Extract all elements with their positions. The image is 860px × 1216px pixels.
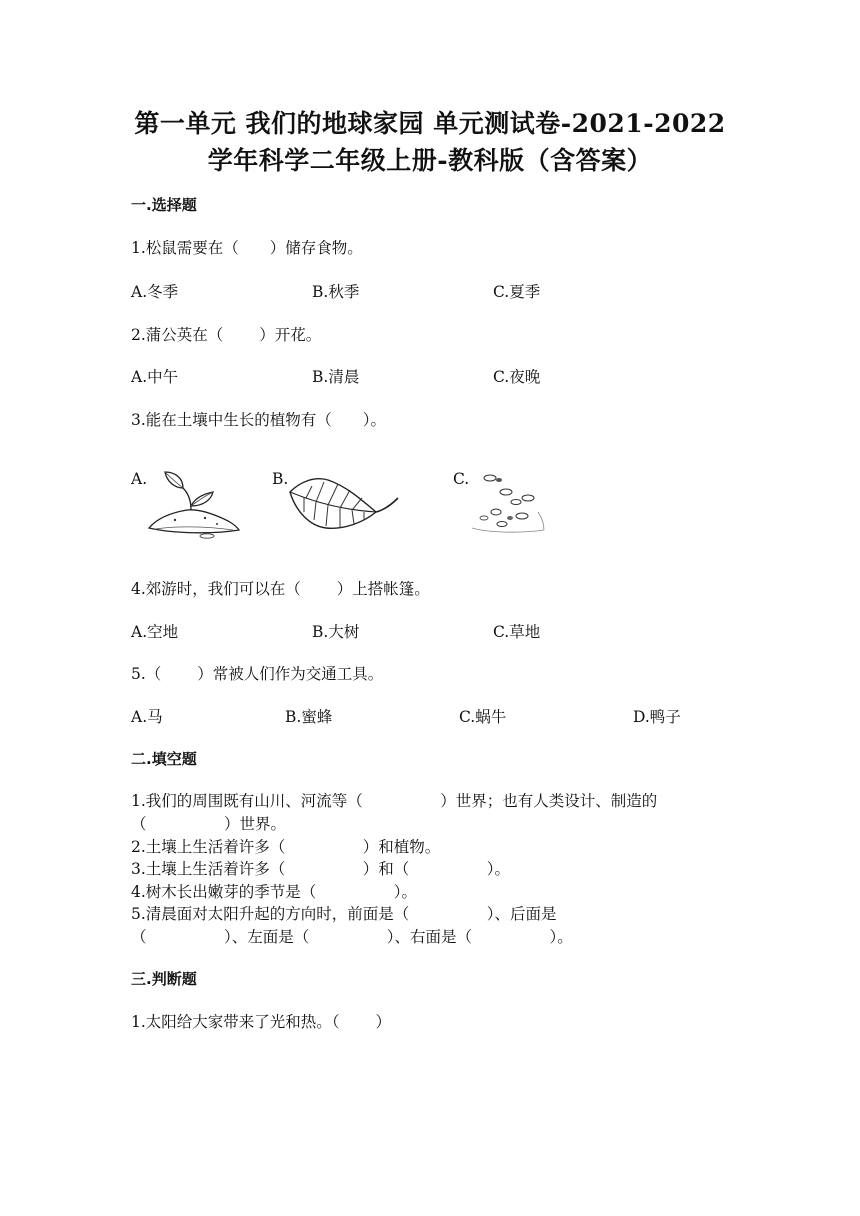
q2-option-a: A.中午: [131, 368, 179, 386]
fill-question-3: 3.土壤上生活着许多（ ）和（ ）。: [131, 860, 511, 878]
fill-question-4: 4.树木长出嫩芽的季节是（ ）。: [131, 883, 418, 901]
fill-question-5: 5.清晨面对太阳升起的方向时，前面是（ ）、后面是: [131, 905, 557, 923]
q3-option-c: C.: [453, 470, 470, 488]
fill-question-1-cont: （ ）世界。: [131, 815, 287, 833]
section-heading-fill: 二.填空题: [131, 750, 197, 768]
question-5: 5.（ ）常被人们作为交通工具。: [131, 665, 384, 683]
question-1: 1.松鼠需要在（ ）储存食物。: [131, 239, 363, 257]
q4-option-b: B.大树: [312, 623, 360, 641]
fill-question-2: 2.土壤上生活着许多（ ）和植物。: [131, 838, 441, 856]
fill-question-5-cont: （ ）、左面是（ ）、右面是（ ）。: [131, 928, 573, 946]
seedling-in-soil-icon: [145, 466, 245, 542]
section-heading-choice: 一.选择题: [131, 196, 197, 214]
q2-option-c: C.夜晚: [493, 368, 541, 386]
q1-option-b: B.秋季: [312, 283, 360, 301]
q5-option-c: C.蜗牛: [459, 708, 507, 726]
q3-option-b: B.: [272, 470, 289, 488]
q3-option-a: A.: [131, 470, 148, 488]
question-2: 2.蒲公英在（ ）开花。: [131, 326, 322, 344]
q1-option-a: A.冬季: [131, 283, 179, 301]
q2-option-b: B.清晨: [312, 368, 360, 386]
fill-question-1: 1.我们的周围既有山川、河流等（ ）世界；也有人类设计、制造的: [131, 792, 658, 810]
judge-question-1: 1.太阳给大家带来了光和热。（ ）: [131, 1013, 391, 1031]
section-heading-judge: 三.判断题: [131, 970, 197, 988]
page-title-line1: 第一单元 我们的地球家园 单元测试卷-2021-2022: [134, 109, 726, 138]
leaf-icon: [284, 472, 406, 544]
question-4: 4.郊游时，我们可以在（ ）上搭帐篷。: [131, 580, 430, 598]
q4-option-c: C.草地: [493, 623, 541, 641]
q5-option-b: B.蜜蜂: [285, 708, 333, 726]
q5-option-d: D.鸭子: [633, 708, 681, 726]
q5-option-a: A.马: [131, 708, 163, 726]
question-3: 3.能在土壤中生长的植物有（ ）。: [131, 411, 387, 429]
q4-option-a: A.空地: [131, 623, 179, 641]
seeds-scattered-icon: [466, 468, 552, 540]
page-title-line2: 学年科学二年级上册-教科版（含答案）: [207, 146, 653, 175]
q1-option-c: C.夏季: [493, 283, 541, 301]
